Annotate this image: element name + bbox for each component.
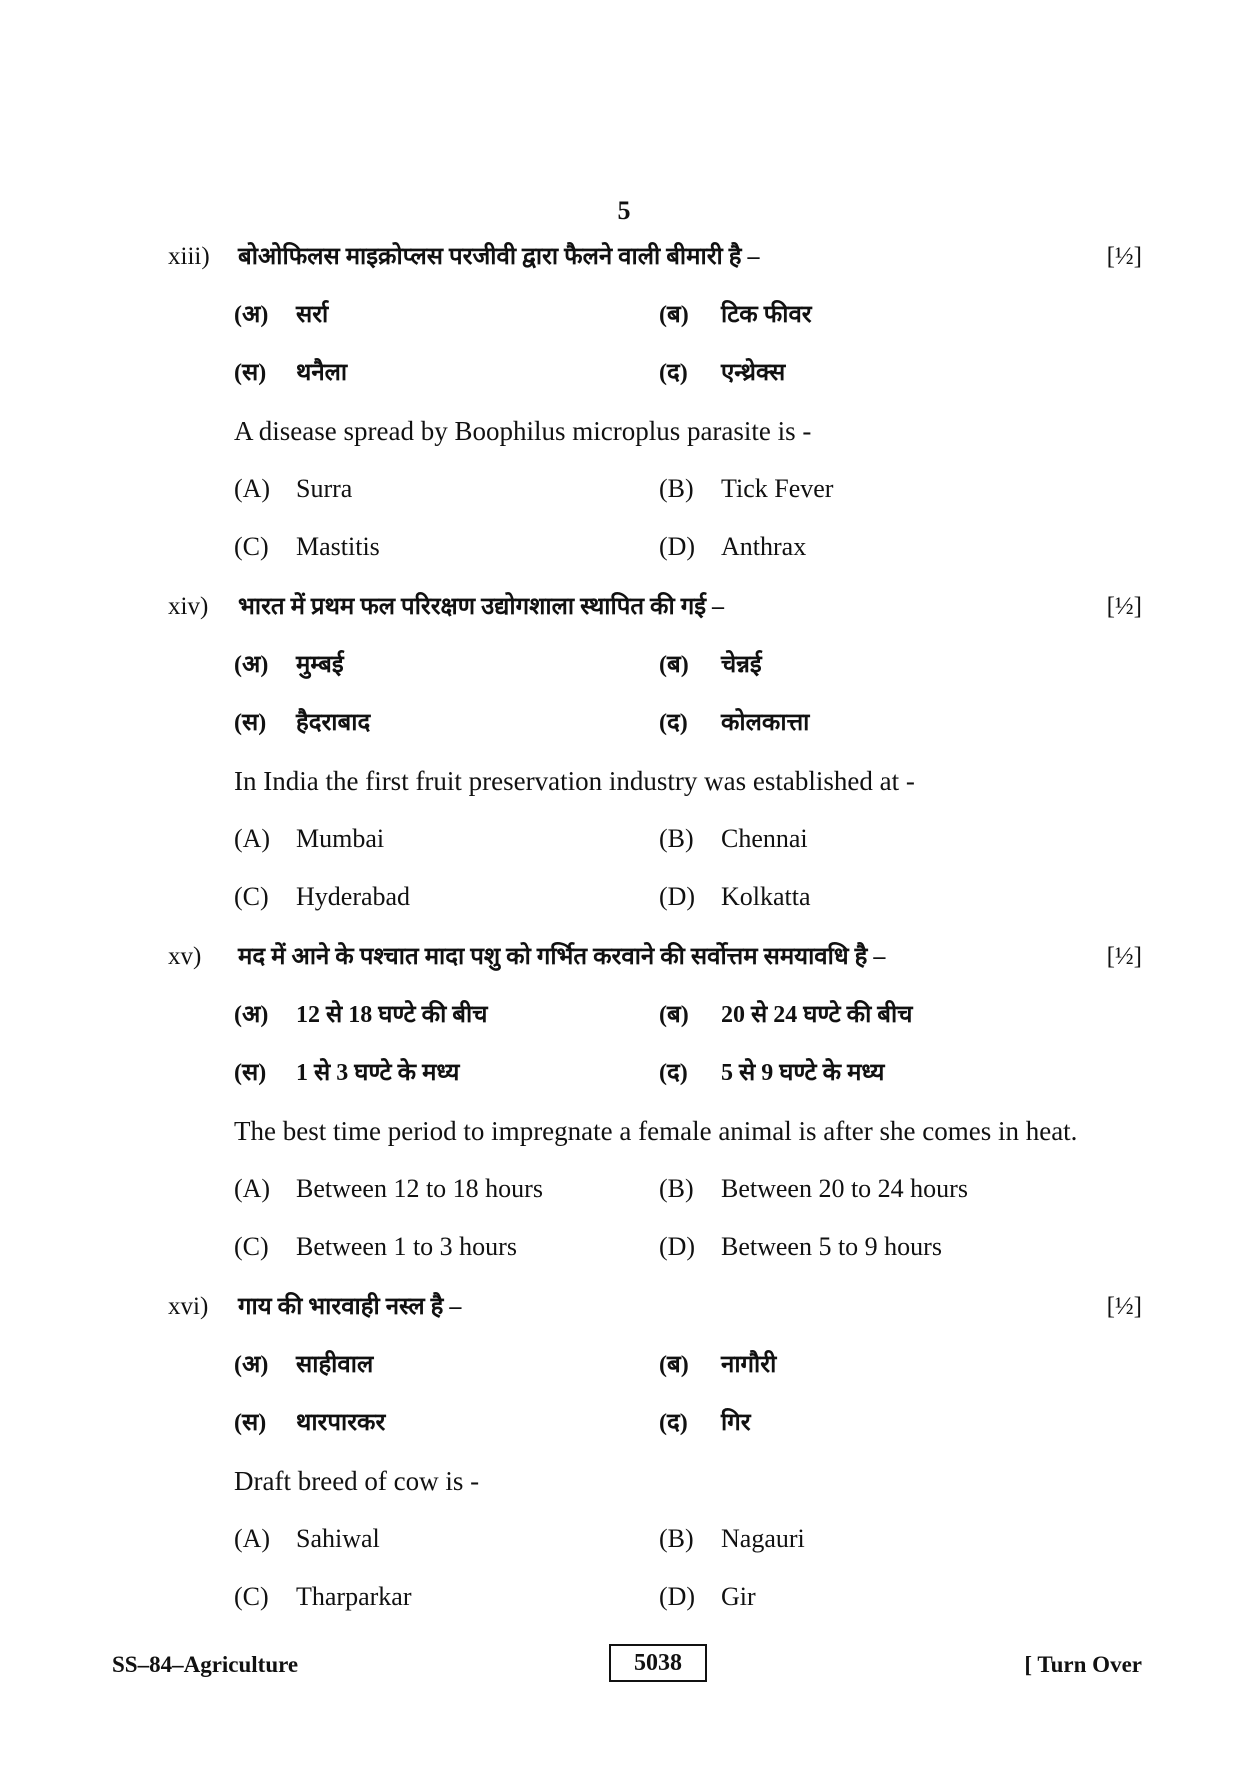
turn-over-label: [ Turn Over <box>1024 1652 1142 1677</box>
option-english-c: (C) Between 1 to 3 hours <box>234 1232 517 1261</box>
paper-code: SS–84–Agriculture <box>112 1652 299 1677</box>
question-number: xiii) <box>168 243 210 270</box>
option-english-b: (B) Tick Fever <box>659 474 834 503</box>
option-english-a: (A) Between 12 to 18 hours <box>234 1174 543 1203</box>
marks: [½] <box>1106 1293 1142 1320</box>
question-text-hindi: भारत में प्रथम फल परिरक्षण उद्योगशाला स्थापित की गई – <box>238 594 724 620</box>
option-english-b: (B) Chennai <box>659 824 808 853</box>
option-english-b: (B) Between 20 to 24 hours <box>659 1174 968 1203</box>
question-number: xv) <box>168 943 202 970</box>
question-xiii <box>0 240 1248 590</box>
option-english-a: (A) Mumbai <box>234 824 385 853</box>
option-hindi-c: (स) थारपारकर <box>234 1410 386 1436</box>
question-number: xvi) <box>168 1293 209 1320</box>
question-text-english: The best time period to impregnate a female animal is after she comes in heat. <box>234 1116 1078 1146</box>
question-xiv <box>0 590 1248 940</box>
marks: [½] <box>1106 943 1142 970</box>
option-hindi-d: (द) 5 से 9 घण्टे के मध्य <box>659 1060 885 1086</box>
question-text-english: A disease spread by Boophilus microplus parasite is - <box>234 416 812 446</box>
question-text-english: In India the first fruit preservation industry was established at - <box>234 766 915 796</box>
option-hindi-b: (ब) चेन्नई <box>659 652 762 678</box>
question-text-english: Draft breed of cow is - <box>234 1466 480 1496</box>
option-english-a: (A) Sahiwal <box>234 1524 380 1553</box>
marks: [½] <box>1106 243 1142 270</box>
question-xv <box>0 940 1248 1290</box>
option-hindi-d: (द) कोलकात्ता <box>659 710 810 736</box>
option-hindi-a: (अ) 12 से 18 घण्टे की बीच <box>234 1002 488 1028</box>
page-footer <box>0 1644 1248 1684</box>
question-text-hindi: मद में आने के पश्चात मादा पशु को गर्भित करवाने की सर्वोत्तम समयावधि है – <box>238 944 886 970</box>
exam-code-box: 5038 <box>609 1644 707 1682</box>
option-hindi-a: (अ) सर्रा <box>234 302 329 328</box>
option-hindi-d: (द) एन्थ्रेक्स <box>659 360 786 386</box>
page-number: 5 <box>617 196 631 225</box>
question-xvi <box>0 1290 1248 1640</box>
option-hindi-c: (स) 1 से 3 घण्टे के मध्य <box>234 1060 460 1086</box>
option-english-b: (B) Nagauri <box>659 1524 805 1553</box>
option-english-c: (C) Tharparkar <box>234 1582 412 1611</box>
option-english-a: (A) Surra <box>234 474 353 503</box>
option-hindi-b: (ब) नागौरी <box>659 1352 777 1378</box>
question-number: xiv) <box>168 593 209 620</box>
option-hindi-a: (अ) मुम्बई <box>234 652 344 678</box>
option-english-d: (D) Anthrax <box>659 532 807 561</box>
option-english-d: (D) Kolkatta <box>659 882 811 911</box>
option-english-c: (C) Hyderabad <box>234 882 411 911</box>
option-hindi-c: (स) थनैला <box>234 360 348 386</box>
marks: [½] <box>1106 593 1142 620</box>
question-text-hindi: बोओफिलस माइक्रोप्लस परजीवी द्वारा फैलने वाली बीमारी है – <box>238 244 760 270</box>
option-english-d: (D) Gir <box>659 1582 756 1611</box>
option-hindi-b: (ब) 20 से 24 घण्टे की बीच <box>659 1002 913 1028</box>
option-hindi-b: (ब) टिक फीवर <box>659 302 812 328</box>
option-hindi-d: (द) गिर <box>659 1410 751 1436</box>
option-english-c: (C) Mastitis <box>234 532 380 561</box>
question-text-hindi: गाय की भारवाही नस्ल है – <box>238 1294 462 1320</box>
option-hindi-a: (अ) साहीवाल <box>234 1352 374 1378</box>
option-hindi-c: (स) हैदराबाद <box>234 710 371 736</box>
option-english-d: (D) Between 5 to 9 hours <box>659 1232 942 1261</box>
